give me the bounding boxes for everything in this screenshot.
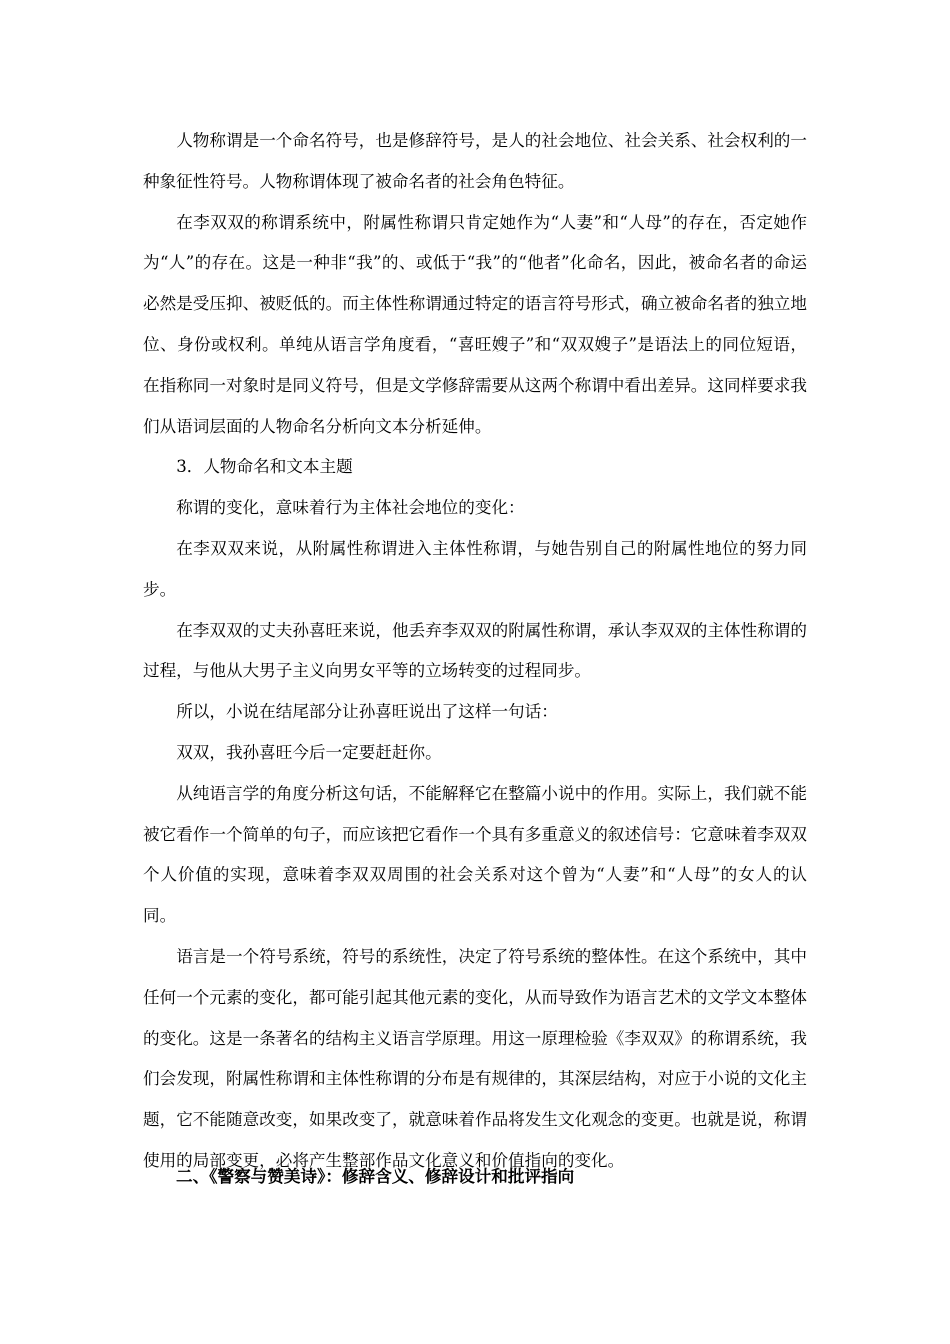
subsection-title: 3．人物命名和文本主题 bbox=[176, 457, 353, 477]
paragraph-narrative-signal: 从纯语言学的角度分析这句话，不能解释它在整篇小说中的作用。实际上，我们就不能被它看作一个简单的句子，而应该把它看作一个具有多重意义的叙述信号：它意味着李双双个人价值的实现，意味着李双双周围的社会关系对这个曾为“人妻”和“人母”的女人的认同。 bbox=[143, 783, 807, 926]
paragraph-appellation-change: 称谓的变化，意味着行为主体社会地位的变化： bbox=[176, 498, 525, 518]
paragraph-appellation-system: 在李双双的称谓系统中，附属性称谓只肯定她作为“人妻”和“人母”的存在，否定她作为“人”的存在。这是一种非“我”的、或低于“我”的“他者”化命名，因此，被命名者的命运必然是受压抑、被贬低的。而主体性称谓通过特定的语言符号形式，确立被命名者的独立地位、身份或权利。单纯从语言学角度看，“喜旺嫂子”和“双双嫂子”是语法上的同位短语，在指称同一对象时是同义符号，但是文学修辞需要从这两个称谓中看出差异。这同样要求我们从语词层面的人物命名分析向文本分析延伸。 bbox=[143, 212, 807, 436]
paragraph-structuralism: 语言是一个符号系统，符号的系统性，决定了符号系统的整体性。在这个系统中，其中任何一个元素的变化，都可能引起其他元素的变化，从而导致作为语言艺术的文学文本整体的变化。这是一条著名的结构主义语言学原理。用这一原理检验《李双双》的称谓系统，我们会发现，附属性称谓和主体性称谓的分布是有规律的，其深层结构，对应于小说的文化主题，它不能随意改变，如果改变了，就意味着作品将发生文化观念的变更。也就是说，称谓使用的局部变更，必将产生整部作品文化意义和价值指向的变化。 bbox=[143, 946, 807, 1170]
section-heading: 二、《警察与赞美诗》：修辞含义、修辞设计和批评指向 bbox=[176, 1166, 575, 1186]
paragraph-naming-symbol: 人物称谓是一个命名符号，也是修辞符号，是人的社会地位、社会关系、社会权利的一种象征性符号。人物称谓体现了被命名者的社会角色特征。 bbox=[143, 131, 807, 191]
paragraph-ending: 所以，小说在结尾部分让孙喜旺说出了这样一句话： bbox=[176, 702, 558, 722]
body-text bbox=[143, 121, 807, 1182]
paragraph-quote: 双双，我孙喜旺今后一定要赶赶你。 bbox=[176, 742, 442, 762]
paragraph-li-shuangshuang: 在李双双来说，从附属性称谓进入主体性称谓，与她告别自己的附属性地位的努力同步。 bbox=[143, 538, 807, 599]
paragraph-sun-xiwang: 在李双双的丈夫孙喜旺来说，他丢弃李双双的附属性称谓，承认李双双的主体性称谓的过程，与他从大男子主义向男女平等的立场转变的过程同步。 bbox=[143, 620, 807, 681]
